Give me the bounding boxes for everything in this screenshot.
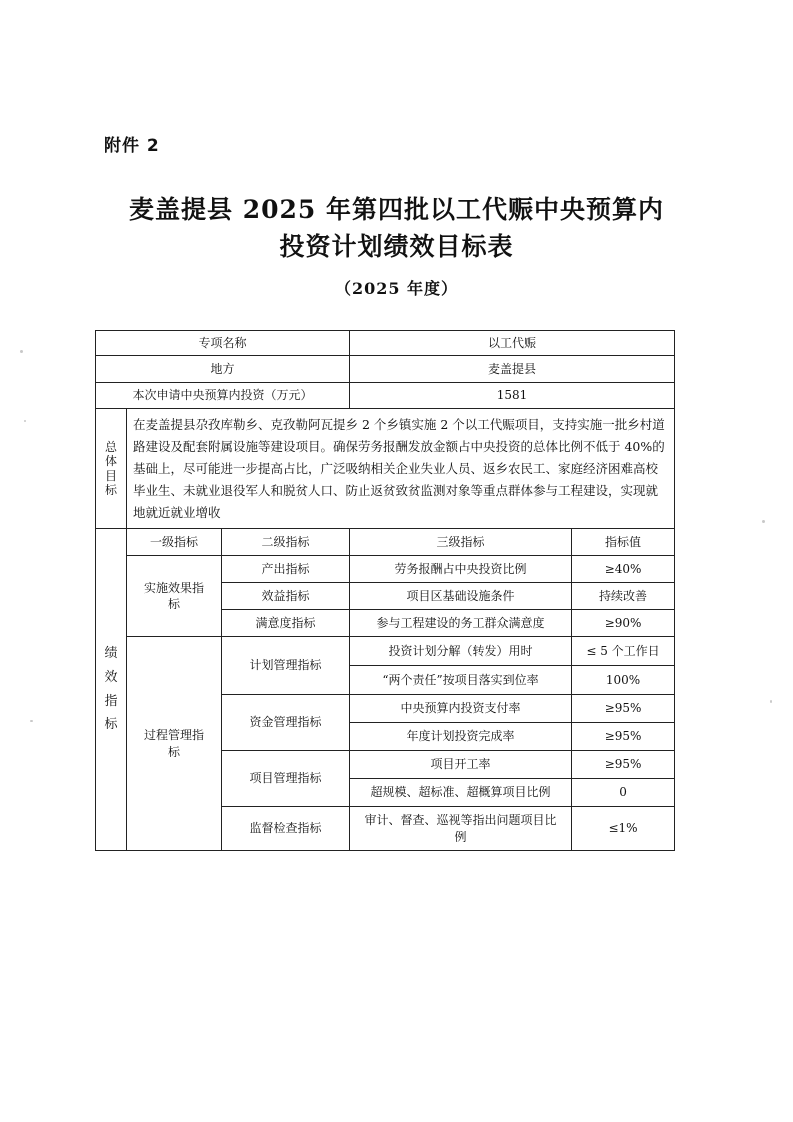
place-value: 麦盖提县	[350, 356, 675, 383]
level3-cell: 项目开工率	[350, 751, 572, 779]
table-row	[96, 356, 675, 383]
overall-goal-label: 总 体 目 标	[96, 409, 127, 529]
level2-cell: 产出指标	[222, 556, 350, 583]
value-cell: ≥95%	[572, 751, 675, 779]
value-cell: ≥95%	[572, 695, 675, 723]
level2-cell: 效益指标	[222, 583, 350, 610]
header-level3: 三级指标	[350, 529, 572, 556]
scan-speck	[762, 520, 765, 523]
level3-cell: 劳务报酬占中央投资比例	[350, 556, 572, 583]
level3-cell: “两个责任”按项目落实到位率	[350, 666, 572, 695]
scan-speck	[24, 420, 26, 422]
project-name-label: 专项名称	[96, 331, 350, 356]
level3-cell: 超规模、超标准、超概算项目比例	[350, 779, 572, 807]
scan-speck	[30, 720, 33, 722]
table-row	[96, 556, 675, 583]
overall-goal-row	[96, 409, 675, 529]
investment-value: 1581	[350, 383, 675, 409]
title-line-2: 投资计划绩效目标表	[279, 232, 514, 261]
header-level1: 一级指标	[127, 529, 222, 556]
group-effect-name: 实施效果指 标	[127, 556, 222, 637]
level2-cell: 资金管理指标	[222, 695, 350, 751]
level3-cell: 审计、督查、巡视等指出问题项目比例	[350, 807, 572, 851]
value-cell: ≤1%	[572, 807, 675, 851]
value-cell: ≥40%	[572, 556, 675, 583]
scan-speck	[20, 350, 23, 353]
project-name-value: 以工代赈	[350, 331, 675, 356]
table-row	[96, 637, 675, 666]
place-label: 地方	[96, 356, 350, 383]
value-cell: 0	[572, 779, 675, 807]
level3-cell: 投资计划分解（转发）用时	[350, 637, 572, 666]
performance-indicator-label: 绩 效 指 标	[96, 529, 127, 851]
value-cell: ≤ 5 个工作日	[572, 637, 675, 666]
level2-cell: 计划管理指标	[222, 637, 350, 695]
year-label: （2025 年度）	[334, 279, 459, 298]
value-cell: 持续改善	[572, 583, 675, 610]
level2-cell: 满意度指标	[222, 610, 350, 637]
group-process-name: 过程管理指 标	[127, 637, 222, 851]
level2-cell: 项目管理指标	[222, 751, 350, 807]
header-value: 指标值	[572, 529, 675, 556]
level3-cell: 项目区基础设施条件	[350, 583, 572, 610]
table-row	[96, 331, 675, 356]
header-row	[96, 529, 675, 556]
level3-cell: 年度计划投资完成率	[350, 723, 572, 751]
level2-cell: 监督检查指标	[222, 807, 350, 851]
title-line-1: 麦盖提县 2025 年第四批以工代赈中央预算内	[129, 195, 664, 224]
level3-cell: 参与工程建设的务工群众满意度	[350, 610, 572, 637]
header-level2: 二级指标	[222, 529, 350, 556]
value-cell: ≥95%	[572, 723, 675, 751]
value-cell: 100%	[572, 666, 675, 695]
value-cell: ≥90%	[572, 610, 675, 637]
attachment-label: 附件 2	[104, 136, 160, 156]
table-row	[96, 383, 675, 409]
scan-speck	[770, 700, 772, 703]
performance-table	[95, 330, 675, 851]
overall-goal-text: 在麦盖提县尕孜库勒乡、克孜勒阿瓦提乡 2 个乡镇实施 2 个以工代赈项目，支持实施一批乡村道路建设及配套附属设施等建设项目。确保劳务报酬发放金额占中央投资的总体比例不低于 40%的基础上，尽可能进一步提高占比，广泛吸纳相关企业失业人员、返乡农民工、家庭经济困难高校毕业生、未就业退役军人和脱贫人口、防止返贫致贫监测对象等重点群体参与工程建设，实现就地就近就业增收	[127, 409, 675, 529]
level3-cell: 中央预算内投资支付率	[350, 695, 572, 723]
investment-label: 本次申请中央预算内投资（万元）	[96, 383, 350, 409]
